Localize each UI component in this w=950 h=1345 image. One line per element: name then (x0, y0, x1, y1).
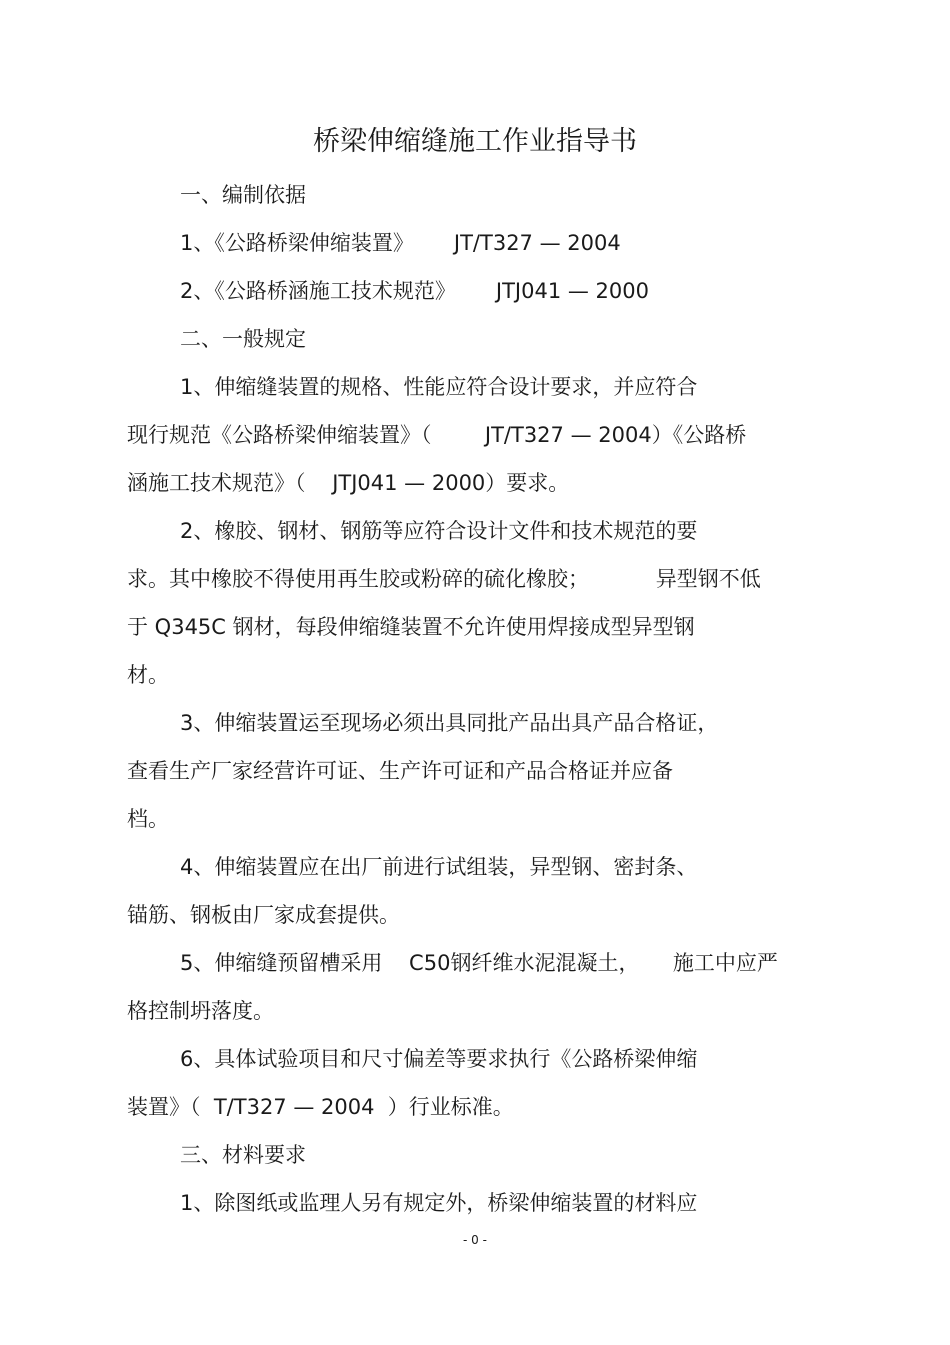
materials-item-1-line-1: 1、除图纸或监理人另有规定外，桥梁伸缩装置的材料应 (180, 1191, 698, 1215)
general-item-2-line-2: 求。其中橡胶不得使用再生胶或粉碎的硫化橡胶； 异型钢不低 (127, 567, 761, 591)
basis-item-2: 2、《公路桥涵施工技术规范》 JTJ041 — 2000 (180, 279, 650, 303)
general-item-2-line-1: 2、橡胶、钢材、钢筋等应符合设计文件和技术规范的要 (180, 519, 698, 543)
general-item-3-line-1: 3、伸缩装置运至现场必须出具同批产品出具产品合格证， (180, 711, 719, 735)
page-number: - 0 - (463, 1233, 487, 1247)
general-item-1-line-2: 现行规范《公路桥梁伸缩装置》（ JT/T327 — 2004）《公路桥 (127, 423, 747, 447)
document-title: 桥梁伸缩缝施工作业指导书 (313, 126, 637, 157)
general-item-2-line-4: 材。 (127, 663, 169, 687)
general-item-6-line-2: 装置》（ T/T327 — 2004 ）行业标准。 (127, 1095, 514, 1119)
general-item-3-line-2: 查看生产厂家经营许可证、生产许可证和产品合格证并应备 (127, 759, 673, 783)
section-heading-materials: 三、材料要求 (180, 1143, 306, 1167)
general-item-3-line-3: 档。 (127, 807, 169, 831)
general-item-1-line-1: 1、伸缩缝装置的规格、性能应符合设计要求，并应符合 (180, 375, 698, 399)
section-heading-basis: 一、编制依据 (180, 183, 306, 207)
general-item-5-line-2: 格控制坍落度。 (127, 999, 274, 1023)
general-item-4-line-2: 锚筋、钢板由厂家成套提供。 (127, 903, 400, 927)
general-item-5-line-1: 5、伸缩缝预留槽采用 C50钢纤维水泥混凝土， 施工中应严 (180, 951, 778, 975)
general-item-6-line-1: 6、具体试验项目和尺寸偏差等要求执行《公路桥梁伸缩 (180, 1047, 698, 1071)
section-heading-general: 二、一般规定 (180, 327, 306, 351)
general-item-1-line-3: 涵施工技术规范》（ JTJ041 — 2000）要求。 (127, 471, 570, 495)
basis-item-1: 1、《公路桥梁伸缩装置》 JT/T327 — 2004 (180, 231, 621, 255)
general-item-4-line-1: 4、伸缩装置应在出厂前进行试组装，异型钢、密封条、 (180, 855, 698, 879)
general-item-2-line-3: 于 Q345C 钢材，每段伸缩缝装置不允许使用焊接成型异型钢 (127, 615, 695, 639)
